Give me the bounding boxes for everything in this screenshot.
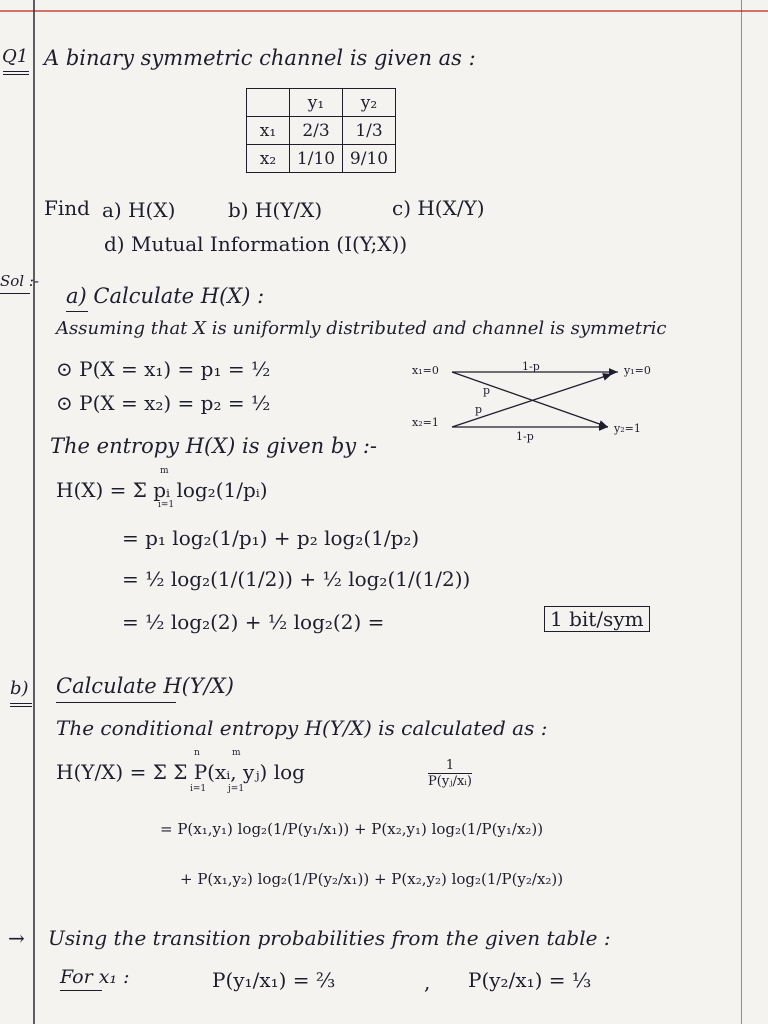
table-cell: 1/10: [290, 145, 343, 173]
diagram-output-y2: y₂=1: [614, 422, 641, 435]
hyx-expansion-2: + P(x₁,y₂) log₂(1/P(y₂/x₁)) + P(x₂,y₂) log₂(1/P(y₂/x₂)): [180, 870, 564, 888]
part-b-tag: b): [10, 678, 29, 699]
hx-line-3: = ½ log₂(1/(1/2)) + ½ log₂(1/(1/2)): [122, 567, 471, 591]
table-cell: y₁: [290, 89, 343, 117]
prob-y1-given-x1: P(y₁/x₁) = ⅔: [212, 968, 336, 992]
assumption-text: Assuming that X is uniformly distributed and channel is symmetric: [56, 318, 667, 339]
find-b: b) H(Y/X): [228, 198, 323, 222]
diagram-label-cross2: p: [475, 403, 483, 416]
table-cell: y₂: [343, 89, 396, 117]
hx-line-2: = p₁ log₂(1/p₁) + p₂ log₂(1/p₂): [122, 526, 420, 550]
hx-line-4: = ½ log₂(2) + ½ log₂(2) =: [122, 610, 385, 634]
entropy-intro: The entropy H(X) is given by :-: [50, 434, 377, 458]
find-label: Find: [44, 196, 90, 220]
find-c: c) H(X/Y): [392, 196, 485, 220]
sum-n-upper: n: [194, 748, 200, 758]
conditional-intro: The conditional entropy H(Y/X) is calculated as :: [56, 716, 548, 740]
table-cell: x₂: [247, 145, 290, 173]
separator-comma: ,: [424, 970, 431, 994]
diagram-input-x2: x₂=1: [412, 416, 439, 429]
hyx-expansion-1: = P(x₁,y₁) log₂(1/P(y₁/x₁)) + P(x₂,y₁) log₂(1/P(y₁/x₂)): [160, 820, 544, 838]
question-tag: Q1: [2, 46, 29, 67]
fraction-denominator: P(yⱼ/xᵢ): [428, 774, 472, 789]
transition-note: Using the transition probabilities from the given table :: [48, 926, 611, 950]
diagram-label-top: 1-p: [522, 360, 540, 373]
diagram-label-bottom: 1-p: [516, 430, 534, 443]
hx-definition: H(X) = Σ pᵢ log₂(1/pᵢ): [56, 478, 268, 502]
question-statement: A binary symmetric channel is given as :: [44, 46, 476, 70]
solution-tag: Sol :-: [0, 272, 39, 290]
fraction-numerator: 1: [428, 758, 472, 774]
prob-x1: ⊙ P(X = x₁) = p₁ = ½: [56, 357, 271, 381]
part-a-heading: a) Calculate H(X) :: [66, 284, 265, 308]
hyx-definition: H(Y/X) = Σ Σ P(xᵢ, yⱼ) log: [56, 760, 305, 784]
table-cell: 1/3: [343, 117, 396, 145]
log-fraction: [428, 758, 472, 789]
table-cell: 2/3: [290, 117, 343, 145]
table-cell: x₁: [247, 117, 290, 145]
sum-lower-limit: i=1: [158, 500, 175, 510]
diagram-input-x1: x₁=0: [412, 364, 439, 377]
sum-j-lower: j=1: [228, 784, 245, 794]
sum-upper-limit: m: [160, 466, 169, 476]
part-b-heading: Calculate H(Y/X): [56, 674, 234, 698]
diagram-output-y1: y₁=0: [624, 364, 651, 377]
diagram-label-cross1: p: [483, 384, 491, 397]
find-d: d) Mutual Information (I(Y;X)): [104, 232, 408, 256]
find-a: a) H(X): [102, 198, 176, 222]
table-cell: 9/10: [343, 145, 396, 173]
prob-x2: ⊙ P(X = x₂) = p₂ = ½: [56, 391, 271, 415]
for-x1-label: For x₁ :: [60, 966, 130, 988]
prob-y2-given-x1: P(y₂/x₁) = ⅓: [468, 968, 592, 992]
result-box: 1 bit/sym: [544, 606, 650, 632]
sum-m-upper: m: [232, 748, 241, 758]
sum-i-lower: i=1: [190, 784, 207, 794]
arrow-marker: →: [8, 926, 25, 950]
